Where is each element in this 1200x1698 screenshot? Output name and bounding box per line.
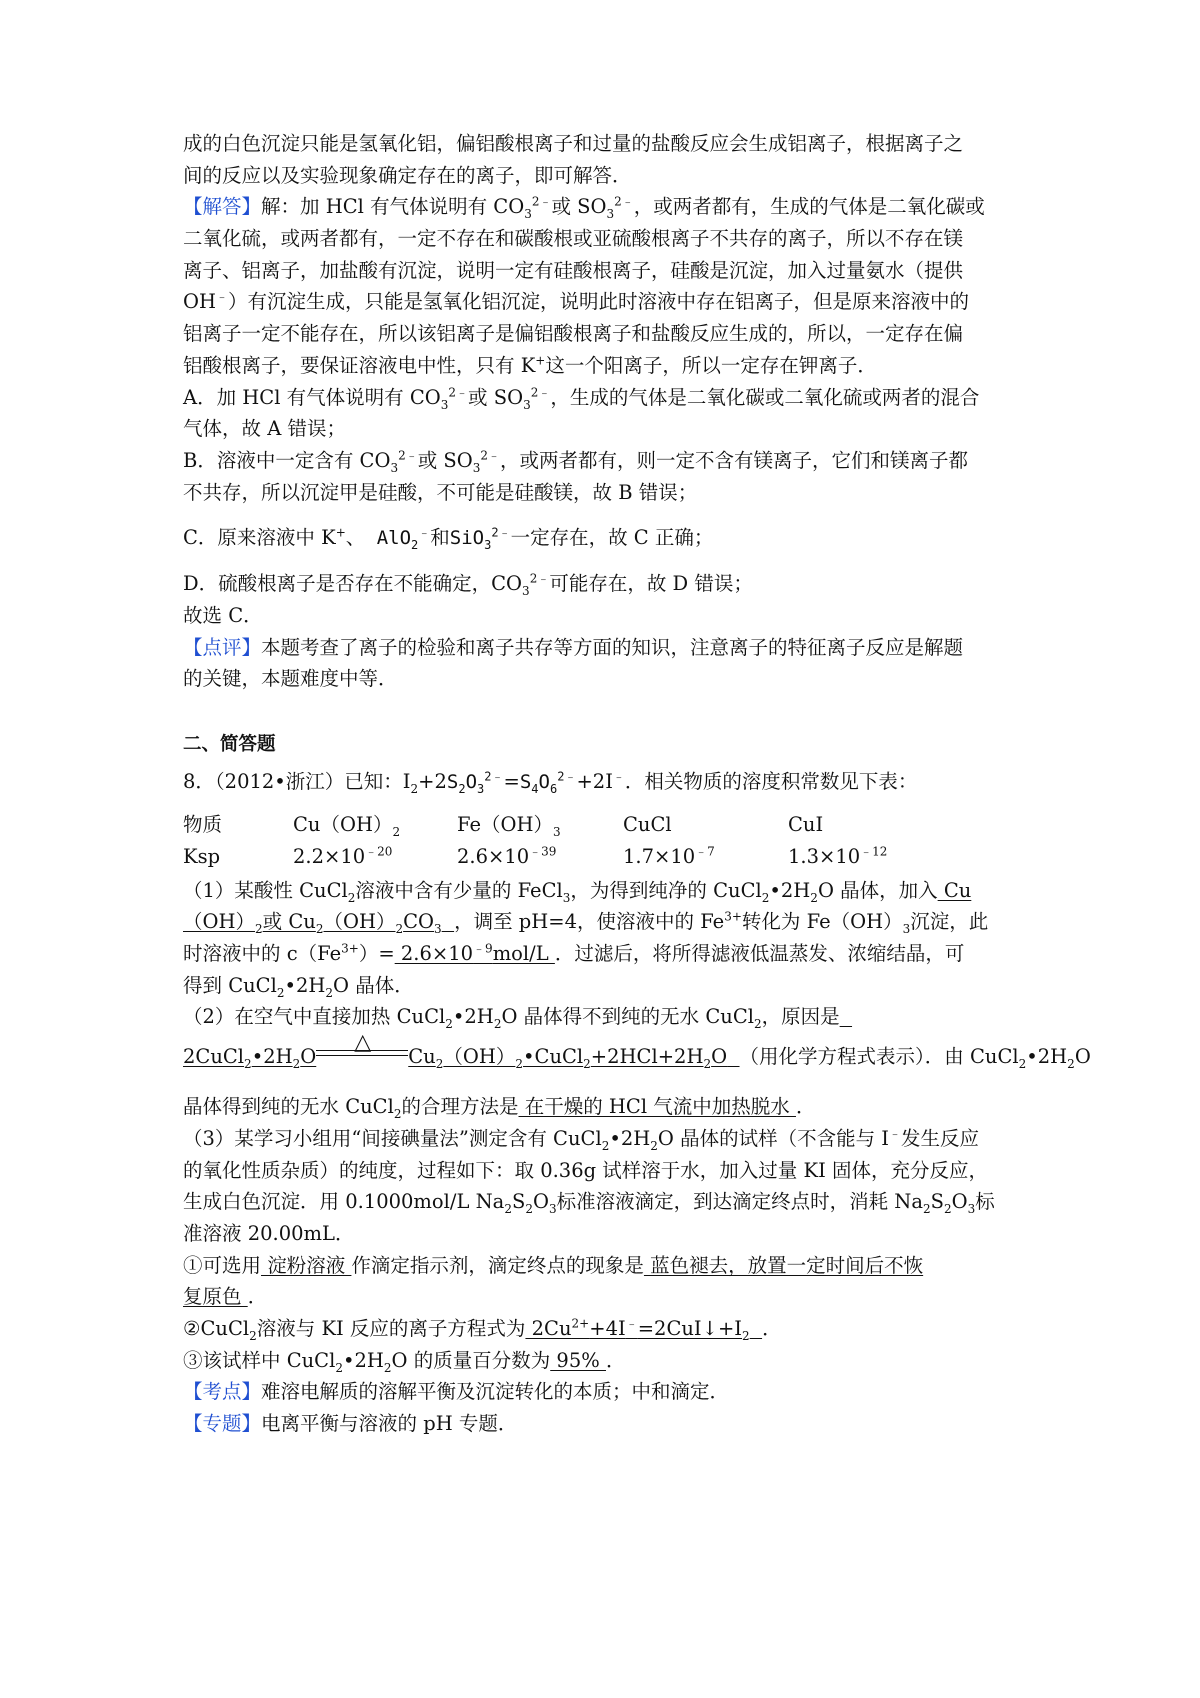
q8-text: •2H xyxy=(769,878,811,902)
cell-text: 1.3×10 xyxy=(788,844,861,868)
exponent: ﹣7 xyxy=(695,844,715,859)
q8-text: S xyxy=(930,1190,944,1214)
answer-equation: $Cu_2(OH)_2•CuCl_2+2HCl+2H_2O$ xyxy=(408,1045,728,1072)
answer-text: 这一个阳离子，所以一定存在钾离子． xyxy=(545,353,877,377)
exponent: ﹣20 xyxy=(365,844,393,859)
answer-blank xyxy=(840,1005,852,1028)
table-row xyxy=(183,809,988,841)
q8-text: （1）某酸性 CuCl xyxy=(183,878,348,902)
option-text: B．溶液中一定含有 CO xyxy=(183,448,391,472)
cell-text: Cu（OH） xyxy=(293,812,393,836)
answer-blank: 蓝色褪去，放置一定时间后不恢 xyxy=(643,1253,924,1277)
heating-equals-sign xyxy=(316,1030,408,1063)
q8-text: O 晶体的试样（不含能与 I xyxy=(657,1126,889,1150)
table-cell xyxy=(788,841,988,873)
answer-text: （OH） xyxy=(183,910,255,934)
answer-text: CO xyxy=(403,910,435,934)
q8-text: 的合理方法是 xyxy=(401,1095,519,1119)
answer-text: 或 SO xyxy=(551,195,607,219)
option-a-line-1: A．加 HCl 有气体说明有 $CO_3^{2﹣}$或 $SO_3^{2﹣}$，生成的气体是二氧化碳或二氧化硫或两者的混合 xyxy=(183,385,980,412)
q8-text: ）= xyxy=(358,942,395,966)
alo2-formula: AlO$_2$﹣ xyxy=(365,525,431,553)
q8-part3-line-4: 准溶液 20.00mL． xyxy=(183,1221,355,1245)
s2o3-formula: $S_2O_3^{2﹣}$ xyxy=(446,769,504,796)
option-text: 或 SO xyxy=(417,448,473,472)
sio3-formula: SiO$_3^{2﹣}$ xyxy=(449,525,511,553)
equation-text: O xyxy=(300,1045,317,1069)
kaodian-text: 难溶电解质的溶解平衡及沉淀转化的本质；中和滴定． xyxy=(261,1380,730,1404)
ksp-table xyxy=(183,809,988,873)
q8-text: 溶液中含有少量的 FeCl xyxy=(355,878,563,902)
table-cell: CuI xyxy=(788,812,824,836)
q8-text: ．相关物质的溶度积常数见下表： xyxy=(624,769,918,793)
q8-text: O xyxy=(532,1190,549,1214)
answer-text: 解：加 HCl 有气体说明有 CO xyxy=(261,195,525,219)
equation-text: +2HCl+2H xyxy=(590,1045,704,1069)
option-text: D．硫酸根离子是否存在不能确定，CO xyxy=(183,572,523,596)
answer-text: mol/L xyxy=(492,942,555,966)
option-text: A．加 HCl 有气体说明有 CO xyxy=(183,385,441,409)
comment-line-1 xyxy=(183,632,1043,664)
comment-tag: 【点评】 xyxy=(183,635,262,659)
q8-part2-line-1: （2）在空气中直接加热 $CuCl_2•2H_2O$ 晶体得不到纯的无水 CuCl$_2$，原因是 xyxy=(183,1001,1043,1033)
q8-text: 生成白色沉淀．用 0.1000mol/L Na xyxy=(183,1190,505,1214)
q8-sub1-line-1 xyxy=(183,1250,1043,1282)
table-cell: Ksp xyxy=(183,844,221,868)
q8-text: 发生反应 xyxy=(901,1126,980,1150)
option-b-line-2: 不共存，所以沉淀甲是硅酸，不可能是硅酸镁，故 B 错误； xyxy=(183,480,698,504)
answer-text: 2Cu xyxy=(525,1316,572,1340)
equation-text: 2CuCl xyxy=(183,1045,245,1069)
answer-line-3: 离子、铝离子，加盐酸有沉淀，说明一定有硅酸根离子，硅酸是沉淀，加入过量氨水（提供 xyxy=(183,258,964,282)
cell-text: 2.2×10 xyxy=(293,844,366,868)
s4o6-formula: $S_4O_6^{2﹣}$ xyxy=(519,769,577,796)
q8-part3-line-2: 的氧化性质杂质）的纯度，过程如下：取 0.36g 试样溶于水，加入过量 KI 固体，充分反应， xyxy=(183,1158,988,1182)
cell-text: 1.7×10 xyxy=(623,844,696,868)
option-text: C．原来溶液中 K xyxy=(183,526,336,550)
option-text: ，生成的气体是二氧化碳或二氧化硫或两者的混合 xyxy=(550,385,980,409)
q8-part3-line-3: 生成白色沉淀．用 0.1000mol/L $Na_2S_2O_3$标准溶液滴定，到达滴定终点时，消耗 $Na_2S_2O_3$标 xyxy=(183,1190,995,1217)
answer-text: ，或两者都有，生成的气体是二氧化碳或 xyxy=(633,195,985,219)
equation-text: •2H xyxy=(251,1045,293,1069)
comment-text: 本题考查了离子的检验和离子共存等方面的知识，注意离子的特征离子反应是解题 xyxy=(261,635,964,659)
zhuanti-text: 电离平衡与溶液的 pH 专题． xyxy=(261,1412,518,1435)
q8-part2-equation-line: $2CuCl_2•2H_2O$ △ $Cu_2(OH)_2•CuCl_2+2HCl+2H_2O$ （用化学方程式表示）．由 $CuCl_2•2H_2O$ xyxy=(183,1033,1043,1081)
answer-text: OH xyxy=(183,290,216,314)
table-row xyxy=(183,841,988,873)
q8-part3-line-1: （3）某学习小组用“间接碘量法”测定含有 $CuCl_2•2H_2O$ 晶体的试样（不含能与 I﹣发生反应 xyxy=(183,1126,980,1153)
q8-text: O 晶体，加入 xyxy=(817,878,938,902)
answer-blank: 在干燥的 HCl 气流中加热脱水 xyxy=(518,1095,796,1119)
table-cell: 物质 xyxy=(183,812,223,836)
exponent: ﹣12 xyxy=(860,844,888,859)
answer-line-4: OH﹣）有沉淀生成，只能是氢氧化铝沉淀，说明此时溶液中存在铝离子，但是原来溶液中的 xyxy=(183,289,970,314)
answer-tag: 【解答】 xyxy=(183,195,262,219)
q8-text: O 晶体得不到纯的无水 CuCl xyxy=(501,1005,754,1029)
q8-text: +2 xyxy=(418,769,447,793)
table-cell xyxy=(293,841,457,873)
q8-text: ． xyxy=(762,1316,782,1340)
answer-blank: $(OH)_2$或 $Cu_2(OH)_2CO_3$ xyxy=(183,910,442,937)
cell-text: Fe（OH） xyxy=(457,812,553,836)
q8-text: •2H xyxy=(609,1126,651,1150)
kaodian-line xyxy=(183,1376,1043,1408)
q8-text: ，调至 pH=4，使溶液中的 Fe xyxy=(454,910,725,934)
answer-blank: $2Cu^{2+}+4I^﹣=2CuI↓+I_2$ xyxy=(525,1316,750,1343)
kaodian-tag: 【考点】 xyxy=(183,1380,262,1404)
comment-line-2: 的关键，本题难度中等． xyxy=(183,667,398,691)
equation-text: Cu xyxy=(408,1045,436,1069)
q8-sub3-line: ③该试样中 $CuCl_2•2H_2O$ 的质量百分数为 95% ． xyxy=(183,1348,626,1375)
table-cell xyxy=(457,841,623,873)
q8-text: ． xyxy=(605,1348,626,1372)
q8-part2-line-3: 晶体得到纯的无水 CuCl$_2$的合理方法是 在干燥的 HCl 气流中加热脱水 ． xyxy=(183,1095,816,1122)
q8-part1-line-2: $(OH)_2$或 $Cu_2(OH)_2CO_3$ ，调至 pH=4，使溶液中的 $Fe^{3+}$转化为 $Fe(OH)_3$沉淀，此 xyxy=(183,909,989,937)
q8-text: ． xyxy=(247,1285,268,1309)
q8-text: （3）某学习小组用“间接碘量法”测定含有 CuCl xyxy=(183,1126,602,1150)
answer-text: ）有沉淀生成，只能是氢氧化铝沉淀，说明此时溶液中存在铝离子，但是原来溶液中的 xyxy=(228,290,970,314)
section-title: 二、简答题 xyxy=(183,734,276,755)
answer-text: +4I xyxy=(589,1316,626,1340)
q8-part1-line-4: 得到 $CuCl_2•2H_2O$ 晶体． xyxy=(183,973,414,1000)
q8-text: O xyxy=(1074,1045,1091,1069)
answer-text: 或 Cu xyxy=(262,910,316,934)
q8-text: 作滴定指示剂，滴定终点的现象是 xyxy=(351,1253,644,1277)
cell-text: 2.6×10 xyxy=(457,844,530,868)
option-text: 或 SO xyxy=(468,385,524,409)
table-cell: $Cu(OH)_2$ xyxy=(293,812,401,839)
option-text: 和 xyxy=(430,526,450,550)
answer-line-1: 【解答】解：加 HCl 有气体说明有 $CO_3^{2﹣}$或 $SO_3^{2﹣}$，或两者都有，生成的气体是二氧化碳或 xyxy=(183,194,985,222)
q8-text: 8．（2012•浙江）已知：I xyxy=(183,769,411,793)
option-b-line-1: B．溶液中一定含有 $CO_3^{2﹣}$或 $SO_3^{2﹣}$，或两者都有，则一定不含有镁离子，它们和镁离子都 xyxy=(183,448,969,475)
option-text: ，或两者都有，则一定不含有镁离子，它们和镁离子都 xyxy=(500,448,969,472)
q8-text: O 晶体． xyxy=(333,973,414,997)
answer-blank: 淀粉溶液 xyxy=(261,1253,352,1277)
q8-stem: 8．（2012•浙江）已知：$I_2+2S_2O_3^{2﹣}=S_4O_6^{2﹣}+2I^﹣$．相关物质的溶度积常数见下表： xyxy=(183,769,918,796)
q8-text: •2H xyxy=(342,1348,384,1372)
answer-text: =2CuI↓+I xyxy=(637,1316,743,1340)
intro-line-2: 间的反应以及实验现象确定存在的离子，即可解答． xyxy=(183,163,632,187)
q8-text: ①可选用 xyxy=(183,1253,262,1277)
intro-line-1: 成的白色沉淀只能是氢氧化铝，偏铝酸根离子和过量的盐酸反应会生成铝离子，根据离子之 xyxy=(183,132,964,155)
option-text: 一定存在，故 C 正确； xyxy=(510,526,714,550)
q8-text: 转化为 Fe（OH） xyxy=(741,910,903,934)
q8-text: （2）在空气中直接加热 CuCl xyxy=(183,1005,446,1029)
table-cell: CuCl xyxy=(623,812,672,836)
option-text: 、 xyxy=(345,526,366,550)
choice-line: 故选 C． xyxy=(183,603,263,627)
q8-text: 晶体得到纯的无水 CuCl xyxy=(183,1095,394,1119)
answer-text: 2.6×10 xyxy=(394,942,474,966)
equation-text: O xyxy=(711,1045,728,1069)
q8-text: ②CuCl xyxy=(183,1316,250,1340)
q8-text: 标 xyxy=(975,1190,995,1214)
table-cell xyxy=(623,841,788,873)
option-a-line-2: 气体，故 A 错误； xyxy=(183,417,346,441)
q8-text: ，原因是 xyxy=(761,1005,840,1029)
table-cell: $Fe(OH)_3$ xyxy=(457,812,561,839)
q8-text: •2H xyxy=(1026,1045,1068,1069)
q8-text: 时溶液中的 c（Fe xyxy=(183,942,342,966)
q8-text: 标准溶液滴定，到达滴定终点时，消耗 Na xyxy=(556,1190,923,1214)
zhuanti-line xyxy=(183,1408,1043,1440)
q8-sub2-line: ②CuCl$_2$溶液与 KI 反应的离子方程式为 $2Cu^{2+}+4I^﹣=2CuI↓+I_2$ ． xyxy=(183,1316,782,1343)
zhuanti-tag: 【专题】 xyxy=(183,1412,262,1435)
q8-text: 沉淀，此 xyxy=(910,910,989,934)
q8-text: +2I xyxy=(576,769,613,793)
q8-text: S xyxy=(511,1190,526,1214)
q8-text: O xyxy=(951,1190,968,1214)
q8-text: （用化学方程式表示）．由 CuCl xyxy=(739,1045,1019,1069)
q8-text: O 的质量百分数为 xyxy=(391,1348,551,1372)
q8-sub1-line-2 xyxy=(183,1281,1043,1313)
q8-text: ．过滤后，将所得滤液低温蒸发、浓缩结晶，可 xyxy=(554,942,965,966)
answer-blank: 复原色 xyxy=(183,1285,248,1309)
q8-text: •2H xyxy=(452,1005,494,1029)
answer-blank: $2.6\times 10^{﹣9}mol/L$ xyxy=(394,941,555,966)
exponent: ﹣39 xyxy=(529,844,557,859)
q8-text: •2H xyxy=(284,973,326,997)
option-text: 可能存在，故 D 错误； xyxy=(549,572,753,596)
answer-blank: 95% xyxy=(550,1348,606,1372)
equation-text: （OH） xyxy=(443,1045,516,1069)
q8-text: = xyxy=(503,769,520,793)
document-page xyxy=(183,128,1091,1440)
heat-triangle-icon: △ xyxy=(354,1030,372,1056)
q8-part1-line-3: 时溶液中的 $c(Fe^{3+})= 2.6\times 10^{﹣9}mol/L$ ．过滤后，将所得滤液低温蒸发、浓缩结晶，可 xyxy=(183,941,965,966)
answer-line-2: 二氧化硫，或两者都有，一定不存在和碳酸根或亚硫酸根离子不共存的离子，所以不存在镁 xyxy=(183,227,964,251)
q8-part1-line-1: （1）某酸性 CuCl$_2$溶液中含有少量的 FeCl$_3$，为得到纯净的 $CuCl_2•2H_2O$ 晶体，加入 Cu xyxy=(183,878,972,905)
answer-text: 铝酸根离子，要保证溶液电中性，只有 K xyxy=(183,353,536,377)
q8-text: ③该试样中 CuCl xyxy=(183,1348,336,1372)
q8-text: ． xyxy=(795,1095,816,1119)
q8-text: 得到 CuCl xyxy=(183,973,277,997)
equation-text: •CuCl xyxy=(523,1045,584,1069)
answer-blank: Cu xyxy=(937,878,972,902)
answer-text: （OH） xyxy=(323,910,396,934)
option-c-line: C．原来溶液中 K+、 AlO$_2$﹣和SiO$_3^{2﹣}$一定存在，故 C 正确； xyxy=(183,525,714,553)
answer-equation: $2CuCl_2•2H_2O$ xyxy=(183,1045,317,1072)
q8-text: 溶液与 KI 反应的离子方程式为 xyxy=(256,1316,526,1340)
option-d-line: D．硫酸根离子是否存在不能确定，$CO_3^{2﹣}$可能存在，故 D 错误； xyxy=(183,571,753,599)
q8-text: ，为得到纯净的 CuCl xyxy=(570,878,762,902)
answer-line-5: 铝离子一定不能存在，所以该铝离子是偏铝酸根离子和盐酸反应生成的，所以，一定存在偏 xyxy=(183,322,964,346)
answer-line-6: 铝酸根离子，要保证溶液电中性，只有 K+这一个阳离子，所以一定存在钾离子． xyxy=(183,353,877,377)
